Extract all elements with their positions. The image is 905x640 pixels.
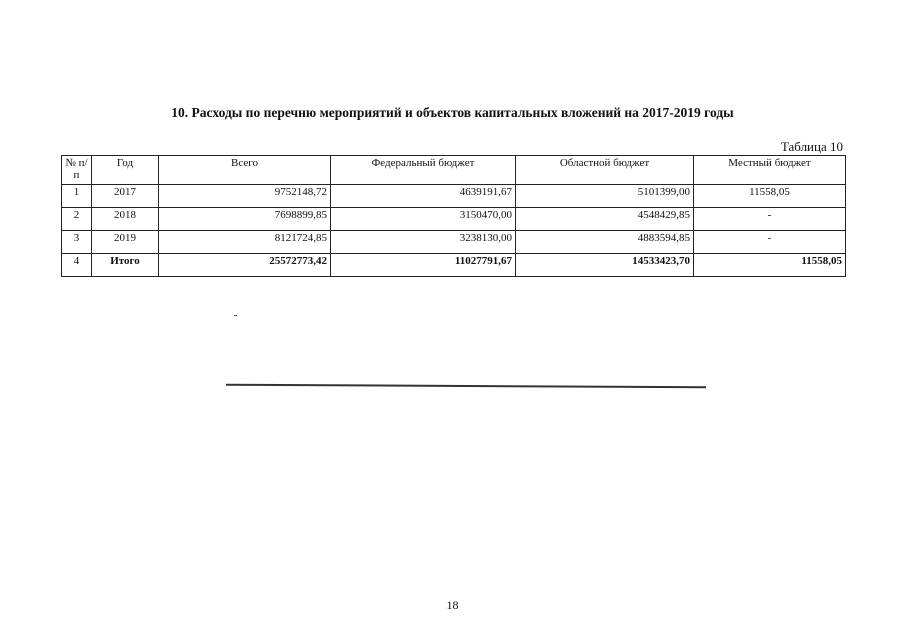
cell-regional: 5101399,00 (516, 185, 694, 208)
header-total: Всего (159, 156, 331, 185)
table-row (62, 208, 846, 231)
cell-total: 9752148,72 (159, 185, 331, 208)
cell-local: - (694, 231, 846, 254)
cell-federal: 4639191,67 (331, 185, 516, 208)
cell-local: - (694, 208, 846, 231)
table-total-row (62, 254, 846, 277)
cell-number: 4 (62, 254, 92, 277)
page-number: 18 (446, 598, 459, 612)
cell-federal: 3238130,00 (331, 231, 516, 254)
cell-year: 2017 (92, 185, 159, 208)
table-row (62, 231, 846, 254)
header-number: № п/п (62, 156, 92, 185)
cell-number: 3 (62, 231, 92, 254)
header-federal: Федеральный бюджет (331, 156, 516, 185)
table-caption: Таблица 10 (780, 139, 843, 154)
expenses-table (61, 155, 846, 277)
cell-local: 11558,05 (694, 185, 846, 208)
cell-total: 8121724,85 (159, 231, 331, 254)
scan-speck (234, 315, 237, 316)
cell-federal: 3150470,00 (331, 208, 516, 231)
table-header-row (62, 156, 846, 185)
cell-number: 1 (62, 185, 92, 208)
header-year: Год (92, 156, 159, 185)
table-row (62, 185, 846, 208)
header-local: Местный бюджет (694, 156, 846, 185)
cell-regional: 4883594,85 (516, 231, 694, 254)
header-regional: Областной бюджет (516, 156, 694, 185)
cell-total: 25572773,42 (159, 254, 331, 277)
cell-regional: 14533423,70 (516, 254, 694, 277)
cell-total: 7698899,85 (159, 208, 331, 231)
cell-local: 11558,05 (694, 254, 846, 277)
cell-year: Итого (92, 254, 159, 277)
cell-year: 2018 (92, 208, 159, 231)
cell-year: 2019 (92, 231, 159, 254)
cell-federal: 11027791,67 (331, 254, 516, 277)
cell-regional: 4548429,85 (516, 208, 694, 231)
divider-rule (226, 384, 706, 389)
cell-number: 2 (62, 208, 92, 231)
document-title: 10. Расходы по перечню мероприятий и объектов капитальных вложений на 2017-2019 годы (171, 105, 734, 120)
